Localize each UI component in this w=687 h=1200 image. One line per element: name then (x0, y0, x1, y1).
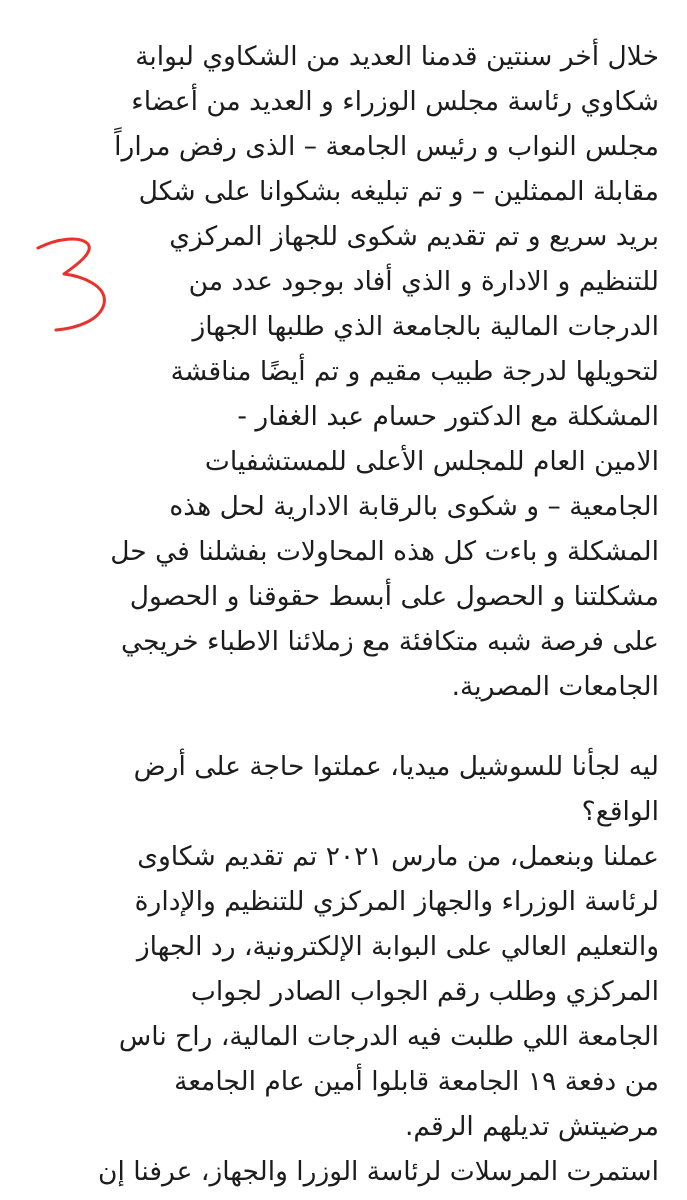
text-line: الدرجات المالية بالجامعة الذي طلبها الجهاز (192, 311, 659, 342)
text-line: من دفعة ١٩ الجامعة قابلوا أمين عام الجامعة (174, 1066, 659, 1097)
text-line: الجامعات المصرية. (451, 671, 659, 702)
text-line: الجامعة اللي طلبت فيه الدرجات المالية، راح ناس (118, 1021, 659, 1052)
text-line: ليه لجأنا للسوشيل ميديا، عملتوا حاجة على أرض (133, 751, 659, 782)
text-line: مقابلة الممثلين – و تم تبليغه بشكوانا على شكل (138, 176, 659, 207)
text-line: المشكلة مع الدكتور حسام عبد الغفار - (237, 401, 659, 432)
text-line: لرئاسة الوزراء والجهاز المركزي للتنظيم والإدارة (134, 886, 659, 917)
text-line: عملنا وبنعمل، من مارس ٢٠٢١ تم تقديم شكاوى (137, 841, 659, 872)
text-line: استمرت المرسلات لرئاسة الوزرا والجهاز، عرفنا إن (98, 1156, 659, 1187)
text-line: على فرصة شبه متكافئة مع زملائنا الاطباء خريجي (120, 626, 659, 657)
paragraph-social-media-question (36, 744, 659, 1194)
text-line: شكاوي رئاسة مجلس الوزراء و العديد من أعضاء (131, 86, 659, 117)
handwritten-3-stroke (38, 239, 104, 330)
text-line: الامين العام للمجلس الأعلى للمستشفيات (204, 446, 659, 477)
text-line: مشكلتنا و الحصول على أبسط حقوقنا و الحصول (129, 581, 659, 612)
text-line: الجامعية – و شكوى بالرقابة الادارية لحل هذه (169, 491, 659, 522)
text-line: الواقع؟ (581, 796, 659, 827)
text-line: المشكلة و باءت كل هذه المحاولات بفشلنا في حل (110, 536, 659, 567)
paragraph-complaints-history (36, 34, 659, 709)
handwritten-number-annotation (28, 234, 118, 334)
text-line: مجلس النواب و رئيس الجامعة – الذى رفض مراراً (114, 131, 659, 162)
text-line: والتعليم العالي على البوابة الإلكترونية، رد الجهاز (136, 931, 659, 962)
text-line: لتحويلها لدرجة طبيب مقيم و تم أيضًا مناقشة (170, 356, 659, 387)
text-line: خلال أخر سنتين قدمنا العديد من الشكاوي لبوابة (135, 41, 659, 72)
text-line: المركزي وطلب رقم الجواب الصادر لجواب (190, 976, 659, 1007)
text-line: للتنظيم و الادارة و الذي أفاد بوجود عدد من (188, 266, 659, 297)
text-line: مرضيتش تديلهم الرقم. (404, 1111, 659, 1142)
text-line: بريد سريع و تم تقديم شكوى للجهاز المركزي (169, 221, 659, 252)
